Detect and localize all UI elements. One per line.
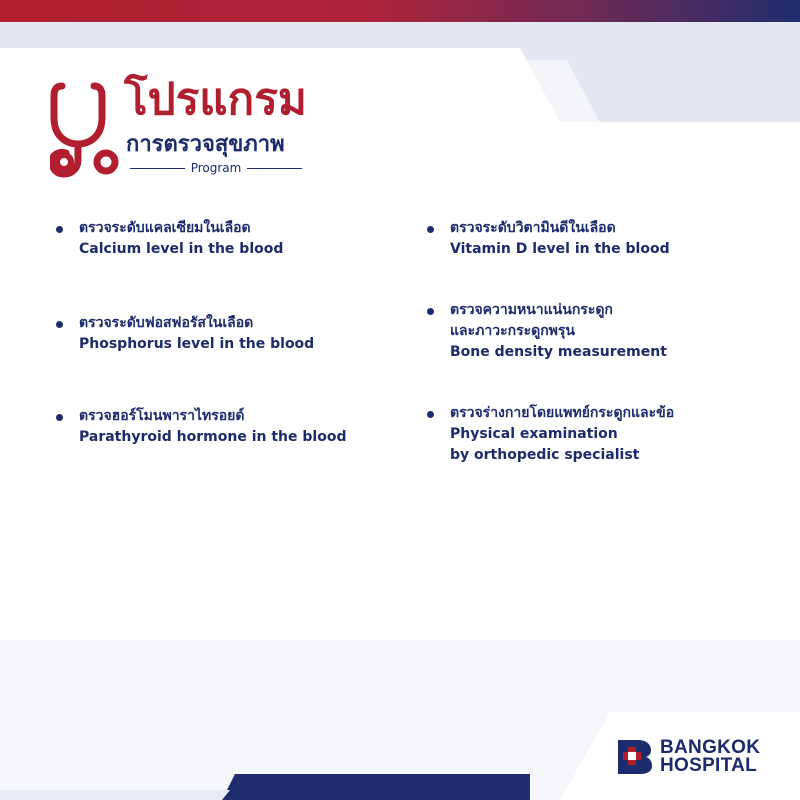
list-item	[427, 403, 674, 466]
item-english: Calcium level in the blood	[79, 241, 284, 257]
program-title: โปรแกรม	[124, 74, 307, 125]
bullet-icon	[427, 411, 434, 418]
list-item	[427, 218, 670, 260]
divider-left	[130, 168, 185, 169]
brand-line-2: HOSPITAL	[660, 755, 758, 776]
stethoscope-icon	[50, 78, 120, 178]
list-item	[56, 313, 314, 355]
bullet-icon	[427, 226, 434, 233]
divider-right	[247, 168, 302, 169]
bangkok-hospital-logo	[616, 738, 760, 776]
item-thai: ตรวจร่างกายโดยแพทย์กระดูกและข้อ	[450, 405, 675, 421]
bangkok-hospital-logo-icon	[616, 738, 654, 776]
bullet-icon	[56, 414, 63, 421]
list-item	[56, 218, 283, 260]
item-english: Phosphorus level in the blood	[79, 336, 315, 352]
program-subtitle-en-row	[130, 160, 302, 176]
bullet-icon	[56, 321, 63, 328]
brand-line-1: BANGKOK	[660, 737, 761, 758]
item-english: Physical examination	[450, 426, 618, 442]
item-english: Parathyroid hormone in the blood	[79, 429, 347, 445]
item-thai: ตรวจระดับวิตามินดีในเลือด	[450, 220, 616, 236]
item-english: Vitamin D level in the blood	[450, 241, 670, 257]
list-item	[56, 406, 346, 448]
program-subtitle-th: การตรวจสุขภาพ	[126, 132, 285, 157]
item-thai-line2: และภาวะกระดูกพรุน	[450, 323, 575, 339]
item-thai: ตรวจระดับฟอสฟอรัสในเลือด	[79, 315, 254, 331]
item-english-line2: by orthopedic specialist	[450, 447, 640, 463]
list-item	[427, 300, 667, 363]
item-thai: ตรวจฮอร์โมนพาราไทรอยด์	[79, 408, 245, 424]
bullet-icon	[56, 226, 63, 233]
item-english: Bone density measurement	[450, 344, 667, 360]
item-thai: ตรวจความหนาแน่นกระดูก	[450, 302, 613, 318]
bullet-icon	[427, 308, 434, 315]
item-thai: ตรวจระดับแคลเซียมในเลือด	[79, 220, 251, 236]
program-subtitle-en: Program	[190, 161, 242, 175]
